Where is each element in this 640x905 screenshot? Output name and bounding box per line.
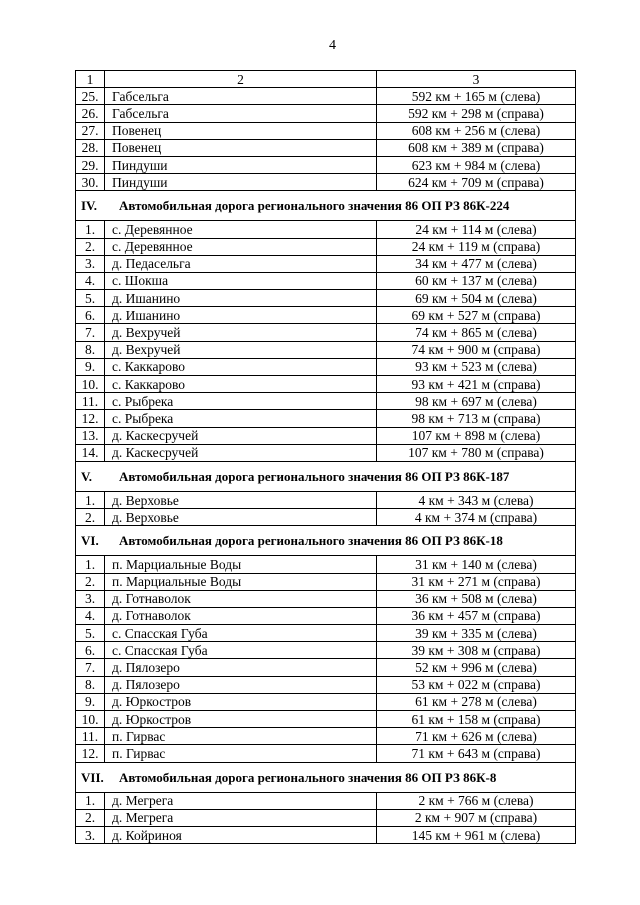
km-position: 608 км + 256 м (слева) [377, 122, 576, 139]
km-position: 98 км + 713 м (справа) [377, 410, 576, 427]
row-number: 2. [76, 573, 105, 590]
row-number: 11. [76, 728, 105, 745]
section-title: Автомобильная дорога регионального значения 86 ОП РЗ 86К-187 [119, 468, 510, 484]
km-position: 592 км + 298 м (справа) [377, 105, 576, 122]
km-position: 31 км + 271 м (справа) [377, 573, 576, 590]
place-name: с. Каккарово [105, 358, 377, 375]
table-row [76, 693, 576, 710]
section-numeral: IV. [81, 198, 98, 214]
table-row [76, 272, 576, 289]
km-position: 145 км + 961 м (слева) [377, 826, 576, 843]
place-name: д. Готнаволок [105, 590, 377, 607]
row-number: 8. [76, 341, 105, 358]
place-name: с. Деревянное [105, 221, 377, 238]
row-number: 26. [76, 105, 105, 122]
table-row [76, 659, 576, 676]
row-number: 1. [76, 556, 105, 573]
place-name: д. Пялозеро [105, 676, 377, 693]
table-row [76, 642, 576, 659]
km-position: 107 км + 780 м (справа) [377, 444, 576, 461]
km-position: 36 км + 508 м (слева) [377, 590, 576, 607]
km-position: 71 км + 626 м (слева) [377, 728, 576, 745]
table-row [76, 728, 576, 745]
km-position: 24 км + 114 м (слева) [377, 221, 576, 238]
km-position: 39 км + 308 м (справа) [377, 642, 576, 659]
place-name: с. Шокша [105, 272, 377, 289]
section-numeral: VII. [81, 769, 104, 785]
place-name: д. Каскесручей [105, 444, 377, 461]
row-number: 2. [76, 509, 105, 526]
section-numeral: VI. [81, 533, 99, 549]
table-body [76, 88, 576, 844]
section-heading-row [76, 762, 576, 792]
km-position: 624 км + 709 м (справа) [377, 174, 576, 191]
place-name: Пиндуши [105, 174, 377, 191]
km-position: 71 км + 643 м (справа) [377, 745, 576, 762]
place-name: д. Вехручей [105, 324, 377, 341]
column-header-number: 1 [76, 71, 105, 88]
row-number: 5. [76, 290, 105, 307]
table-row [76, 491, 576, 508]
km-position: 34 км + 477 м (слева) [377, 255, 576, 272]
place-name: с. Рыбрека [105, 393, 377, 410]
km-position: 69 км + 504 м (слева) [377, 290, 576, 307]
row-number: 14. [76, 444, 105, 461]
section-heading [76, 526, 576, 556]
section-heading [76, 461, 576, 491]
place-name: д. Мегрега [105, 809, 377, 826]
row-number: 9. [76, 358, 105, 375]
table-row [76, 393, 576, 410]
row-number: 4. [76, 607, 105, 624]
table-row [76, 556, 576, 573]
place-name: д. Педасельга [105, 255, 377, 272]
row-number: 5. [76, 625, 105, 642]
section-title: Автомобильная дорога регионального значения 86 ОП РЗ 86К-224 [119, 198, 510, 214]
place-name: д. Пялозеро [105, 659, 377, 676]
km-position: 74 км + 900 м (справа) [377, 341, 576, 358]
table-row [76, 625, 576, 642]
km-position: 61 км + 158 м (справа) [377, 711, 576, 728]
km-position: 39 км + 335 м (слева) [377, 625, 576, 642]
table-row [76, 122, 576, 139]
table-row [76, 221, 576, 238]
section-heading-row [76, 191, 576, 221]
table-row [76, 341, 576, 358]
place-name: с. Каккарово [105, 376, 377, 393]
km-position: 2 км + 766 м (слева) [377, 792, 576, 809]
row-number: 30. [76, 174, 105, 191]
row-number: 3. [76, 590, 105, 607]
table-row [76, 88, 576, 105]
row-number: 3. [76, 255, 105, 272]
row-number: 10. [76, 711, 105, 728]
place-name: Пиндуши [105, 156, 377, 173]
row-number: 27. [76, 122, 105, 139]
km-position: 107 км + 898 м (слева) [377, 427, 576, 444]
section-title: Автомобильная дорога регионального значения 86 ОП РЗ 86К-8 [119, 769, 497, 785]
section-numeral: V. [81, 468, 92, 484]
km-position: 61 км + 278 м (слева) [377, 693, 576, 710]
table-row [76, 376, 576, 393]
table-row [76, 573, 576, 590]
section-title: Автомобильная дорога регионального значения 86 ОП РЗ 86К-18 [119, 533, 503, 549]
row-number: 12. [76, 745, 105, 762]
place-name: Повенец [105, 139, 377, 156]
place-name: Повенец [105, 122, 377, 139]
place-name: с. Деревянное [105, 238, 377, 255]
place-name: д. Каскесручей [105, 427, 377, 444]
row-number: 2. [76, 238, 105, 255]
place-name: д. Верховье [105, 491, 377, 508]
row-number: 3. [76, 826, 105, 843]
km-position: 93 км + 523 м (слева) [377, 358, 576, 375]
row-number: 13. [76, 427, 105, 444]
row-number: 25. [76, 88, 105, 105]
place-name: д. Готнаволок [105, 607, 377, 624]
place-name: д. Юркостров [105, 711, 377, 728]
row-number: 8. [76, 676, 105, 693]
row-number: 1. [76, 792, 105, 809]
table-row [76, 826, 576, 843]
km-position: 608 км + 389 м (справа) [377, 139, 576, 156]
place-name: Габсельга [105, 105, 377, 122]
row-number: 29. [76, 156, 105, 173]
table-row [76, 711, 576, 728]
place-name: с. Рыбрека [105, 410, 377, 427]
table-row [76, 607, 576, 624]
km-position: 592 км + 165 м (слева) [377, 88, 576, 105]
row-number: 7. [76, 659, 105, 676]
table-row [76, 509, 576, 526]
place-name: д. Ишанино [105, 307, 377, 324]
table-row [76, 809, 576, 826]
place-name: п. Марциальные Воды [105, 573, 377, 590]
km-position: 31 км + 140 м (слева) [377, 556, 576, 573]
km-position: 93 км + 421 м (справа) [377, 376, 576, 393]
column-header-row [76, 71, 576, 88]
row-number: 11. [76, 393, 105, 410]
table-row [76, 745, 576, 762]
place-name: с. Спасская Губа [105, 625, 377, 642]
table-row [76, 105, 576, 122]
table-row [76, 410, 576, 427]
km-position: 623 км + 984 м (слева) [377, 156, 576, 173]
place-name: с. Спасская Губа [105, 642, 377, 659]
row-number: 28. [76, 139, 105, 156]
table-row [76, 290, 576, 307]
row-number: 6. [76, 307, 105, 324]
row-number: 1. [76, 491, 105, 508]
place-name: д. Ишанино [105, 290, 377, 307]
table-row [76, 590, 576, 607]
row-number: 12. [76, 410, 105, 427]
km-position: 53 км + 022 м (справа) [377, 676, 576, 693]
table-row [76, 358, 576, 375]
row-number: 10. [76, 376, 105, 393]
km-position: 2 км + 907 м (справа) [377, 809, 576, 826]
table-row [76, 156, 576, 173]
column-header-position: 3 [377, 71, 576, 88]
section-heading-row [76, 461, 576, 491]
row-number: 6. [76, 642, 105, 659]
row-number: 9. [76, 693, 105, 710]
km-position: 52 км + 996 м (слева) [377, 659, 576, 676]
km-position: 60 км + 137 м (слева) [377, 272, 576, 289]
row-number: 2. [76, 809, 105, 826]
place-name: д. Вехручей [105, 341, 377, 358]
section-heading [76, 191, 576, 221]
place-name: д. Койриноя [105, 826, 377, 843]
table-row [76, 676, 576, 693]
column-header-place: 2 [105, 71, 377, 88]
km-position: 4 км + 374 м (справа) [377, 509, 576, 526]
row-number: 1. [76, 221, 105, 238]
place-name: д. Юркостров [105, 693, 377, 710]
road-points-table [75, 70, 576, 844]
table-row [76, 255, 576, 272]
table-row [76, 792, 576, 809]
km-position: 24 км + 119 м (справа) [377, 238, 576, 255]
table-row [76, 324, 576, 341]
km-position: 69 км + 527 м (справа) [377, 307, 576, 324]
place-name: д. Мегрега [105, 792, 377, 809]
table-row [76, 307, 576, 324]
table-row [76, 139, 576, 156]
table-row [76, 444, 576, 461]
place-name: п. Марциальные Воды [105, 556, 377, 573]
table-row [76, 238, 576, 255]
place-name: д. Верховье [105, 509, 377, 526]
table-row [76, 174, 576, 191]
place-name: п. Гирвас [105, 728, 377, 745]
km-position: 98 км + 697 м (слева) [377, 393, 576, 410]
section-heading [76, 762, 576, 792]
place-name: п. Гирвас [105, 745, 377, 762]
km-position: 4 км + 343 м (слева) [377, 491, 576, 508]
section-heading-row [76, 526, 576, 556]
page-number: 4 [329, 38, 336, 53]
row-number: 7. [76, 324, 105, 341]
km-position: 36 км + 457 м (справа) [377, 607, 576, 624]
row-number: 4. [76, 272, 105, 289]
km-position: 74 км + 865 м (слева) [377, 324, 576, 341]
place-name: Габсельга [105, 88, 377, 105]
table-row [76, 427, 576, 444]
